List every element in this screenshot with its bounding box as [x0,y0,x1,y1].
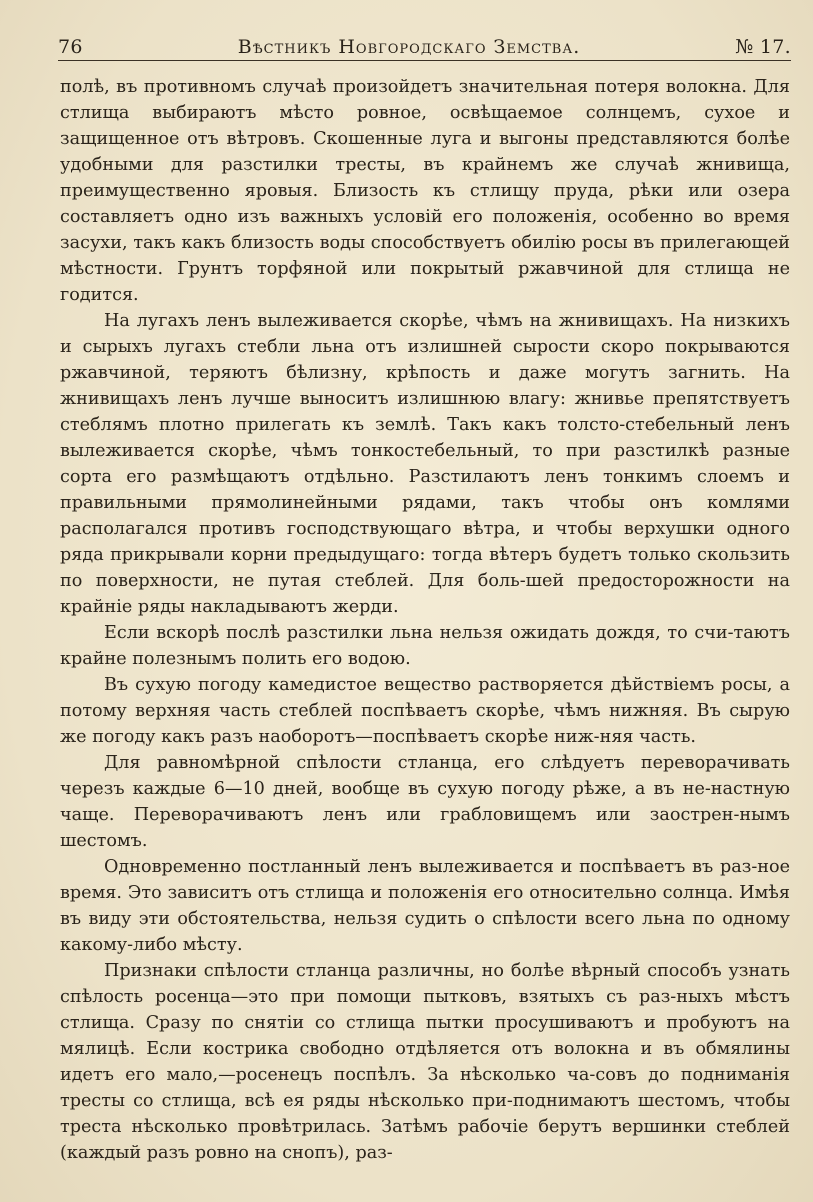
running-head [58,26,791,58]
page-number: 76 [58,36,83,58]
paragraph-5: Для равномѣрной спѣлости стланца, его слѣдуетъ переворачивать черезъ каждые 6—10 дней, вообще въ сухую погоду рѣже, а въ не-настную чаще. Переворачиваютъ ленъ или грабловищемъ или заострен-нымъ шестомъ. [60,753,790,851]
paragraph-4: Въ сухую погоду камедистое вещество растворяется дѣйствіемъ росы, а потому верхняя часть стеблей поспѣваетъ скорѣе, чѣмъ нижняя. Въ сырую же погоду какъ разъ наоборотъ—поспѣваетъ скорѣе ниж-няя часть. [60,675,790,747]
issue-number: № 17. [735,36,791,58]
paragraph-2: На лугахъ ленъ вылеживается скорѣе, чѣмъ на жнивищахъ. На низкихъ и сырыхъ лугахъ стебли льна отъ излишней сырости скоро покрываются ржавчиной, теряютъ бѣлизну, крѣпость и даже могутъ загнить. На жнивищахъ ленъ лучше выноситъ излишнюю влагу: жнивье препятствуетъ стеблямъ плотно прилегать къ землѣ. Такъ какъ толсто-стебельный ленъ вылеживается скорѣе, чѣмъ тонкостебельный, то при разстилкѣ разные сорта его размѣщаютъ отдѣльно. Разстилаютъ ленъ тонкимъ слоемъ и правильными прямолинейными рядами, такъ чтобы онъ комлями располагался противъ господствующаго вѣтра, и чтобы верхушки одного ряда прикрывали корни предыдущаго: тогда вѣтеръ будетъ только скользить по поверхности, не путая стеблей. Для боль-шей предосторожности на крайніе ряды накладываютъ жерди. [60,311,790,617]
paragraph-1: полѣ, въ противномъ случаѣ произойдетъ значительная потеря волокна. Для стлища выбираютъ мѣсто ровное, освѣщаемое солнцемъ, сухое и защищенное отъ вѣтровъ. Скошенные луга и выгоны представляются болѣе удобными для разстилки тресты, въ крайнемъ же случаѣ жнивища, преимущественно яровыя. Близость къ стлищу пруда, рѣки или озера составляетъ одно изъ важныхъ условій его положенія, особенно во время засухи, такъ какъ близость воды способствуетъ обилію росы въ прилегающей мѣстности. Грунтъ торфяной или покрытый ржавчиной для стлища не годится. [60,77,790,305]
paragraph-6: Одновременно постланный ленъ вылеживается и поспѣваетъ въ раз-ное время. Это зависитъ отъ стлища и положенія его относительно солнца. Имѣя въ виду эти обстоятельства, нельзя судить о спѣлости всего льна по одному какому-либо мѣсту. [60,857,790,955]
paragraph-3: Если вскорѣ послѣ разстилки льна нельзя ожидать дождя, то счи-таютъ крайне полезнымъ полить его водою. [60,623,790,669]
header-rule [58,60,791,61]
journal-title: Вѣстникъ Новгородскаго Земства. [237,36,581,58]
article-body [60,74,790,1166]
paragraph-7: Признаки спѣлости стланца различны, но болѣе вѣрный способъ узнать спѣлость росенца—это при помощи пытковъ, взятыхъ съ раз-ныхъ мѣстъ стлища. Сразу по снятіи со стлища пытки просушиваютъ и пробуютъ на мялицѣ. Если кострика свободно отдѣляется отъ волокна и въ обмялины идетъ его мало,—росенецъ поспѣлъ. За нѣсколько ча-совъ до подниманія тресты со стлища, всѣ ея ряды нѣсколько при-поднимаютъ шестомъ, чтобы треста нѣсколько провѣтрилась. Затѣмъ рабочіе берутъ вершинки стеблей (каждый разъ ровно на снопъ), раз- [60,961,790,1163]
